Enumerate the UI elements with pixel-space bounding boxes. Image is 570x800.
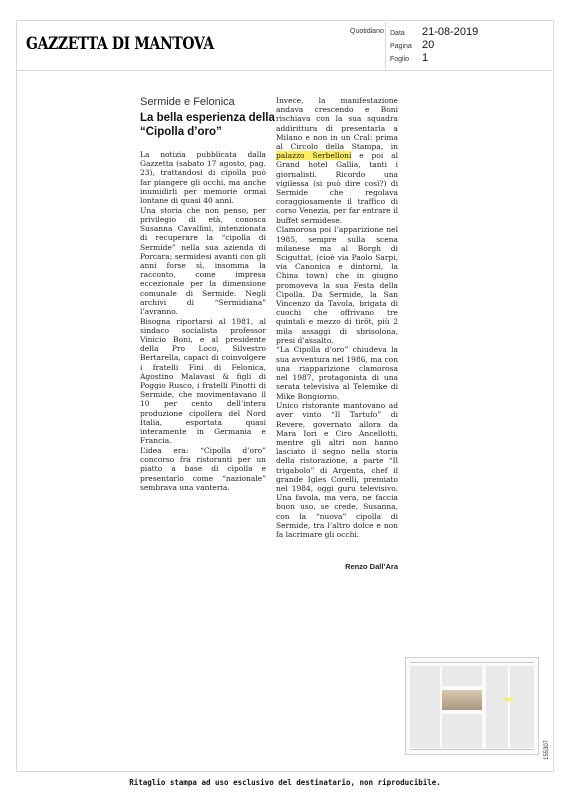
article-column-2: [276, 96, 398, 540]
article-headline: La bella esperienza della “Cipolla d’oro”: [140, 112, 275, 138]
text-run: Invece, la manifestazione andava crescendo e Boni rischiava con la sua squadra addirittura di presentarla a Milano e non in un Cral: prima al Circolo della Stampa, in: [276, 96, 398, 152]
publication-type: Quotidiano: [350, 28, 384, 35]
paragraph: Clamorosa poi l’apparizione nel 1985, sempre sulla scena milanese ma al Borgh di Sciguttat, (cioè via Paolo Sarpi, via Canonica e dintorni, la China town) che in giugno promoveva la sua Festa della Cipolla. Da Sermide, la San Vincenzo da Tavola, brigata di cuochi che offrivano tre quintali e mezzo di tirôt, più 2 mila assaggi di sbrisolona, presi d’assalto.: [276, 225, 398, 345]
meta-value: 21-08-2019: [422, 26, 479, 38]
newspaper-logo: GAZZETTA DI MANTOVA: [26, 34, 214, 54]
article-column-1: [140, 150, 266, 493]
highlighted-text: palazzo Serbelloni: [276, 151, 352, 161]
paragraph: La notizia pubblicata dalla Gazzetta (sabato 17 agosto, pag. 23), trattandosi di cipolla può far piangere gli occhi, ma anche inumidirli per memorie ormai lontane di quasi 40 anni.: [140, 150, 266, 206]
paragraph: Unico ristorante mantovano ad aver vinto “Il Tartufo” di Revere, governato allora da Mara Iori e Ciro Ancellotti, mentre gli altri non hanno lasciato il segno nella storia della ristorazione, a parte “Il trigabolo” di Argenta, chef il grande Igles Corelli, premiato nel 1984, oggi guru televisivo. Una favola, ma vera, ne faccia buon uso, se crede, Susanna, con la “nuova” cipolla di Sermide, tra l’altro dolce e non fa lacrimare gli occhi.: [276, 401, 398, 540]
paragraph: [276, 96, 398, 225]
paragraph: Bisogna riportarsi al 1981, al sindaco socialista professor Vinicio Boni, e al presidente della Pro Loco, Silvestro Bertarella, capaci di coinvolgere i fratelli Fini di Felonica, Agostino Malavasi & figli di Poggio Rusco, i fratelli Pinotti di Sermide, che movimentavano il 10 per cento dell’intera produzione cipollera del Nord Italia, esportata quasi interamente in Germania e Francia.: [140, 316, 266, 446]
meta-row-sheet: [390, 52, 478, 65]
article-kicker: Sermide e Felonica: [140, 96, 235, 108]
meta-label: Pagina: [390, 43, 412, 50]
clipping-meta: [390, 26, 478, 65]
meta-row-date: [390, 26, 478, 39]
meta-value: 20: [422, 39, 435, 51]
thumbnail-photo: [442, 690, 482, 710]
reproduction-notice: Ritaglio stampa ad uso esclusivo del destinatario, non riproducibile.: [129, 778, 441, 787]
page-thumbnail[interactable]: [405, 657, 539, 755]
meta-row-page: [390, 39, 478, 52]
meta-value: 1: [422, 52, 429, 64]
meta-divider: [385, 22, 386, 68]
paragraph: L’idea era: “Cipolla d’oro” concorso fra ristoranti per un piatto a base di cipolla e presentarlo come “nazionale” sembrava una vanteria.: [140, 446, 266, 492]
text-run: e poi al Grand hotel Gallia, tanti i giornalisti. Ricordo una vigilessa (si può dire così?) di Sermide che regolava coraggiosamente il traffico di corso Venezia, per far entrare il buffet sermidese.: [276, 151, 398, 225]
meta-label: Foglio: [390, 56, 410, 63]
paragraph: Una storia che non penso, per privilegio di età, conosca Susanna Cavallini, intenzionata di recuperare la “cipolla di Sermide” nella sua azienda di Porcara; sermidesi avanti con gli anni forse sì, insomma la racconto, come impresa eccezionale per la dimensione comunale di Sermide. Negli archivi di “Sermidiana” l’avranno.: [140, 205, 266, 316]
article-byline: Renzo Dall’Ara: [345, 562, 398, 571]
thumbnail-highlight-marker: [505, 698, 513, 701]
meta-label: Data: [390, 30, 405, 37]
masthead-divider: [16, 70, 552, 71]
document-id: 155307: [544, 739, 550, 760]
paragraph: “La Cipolla d’oro” chiudeva la sua avventura nel 1986, ma con una riapparizione clamorosa nel 1987, protagonista di una serata televisiva al Telemike di Mike Bongiorno.: [276, 345, 398, 401]
